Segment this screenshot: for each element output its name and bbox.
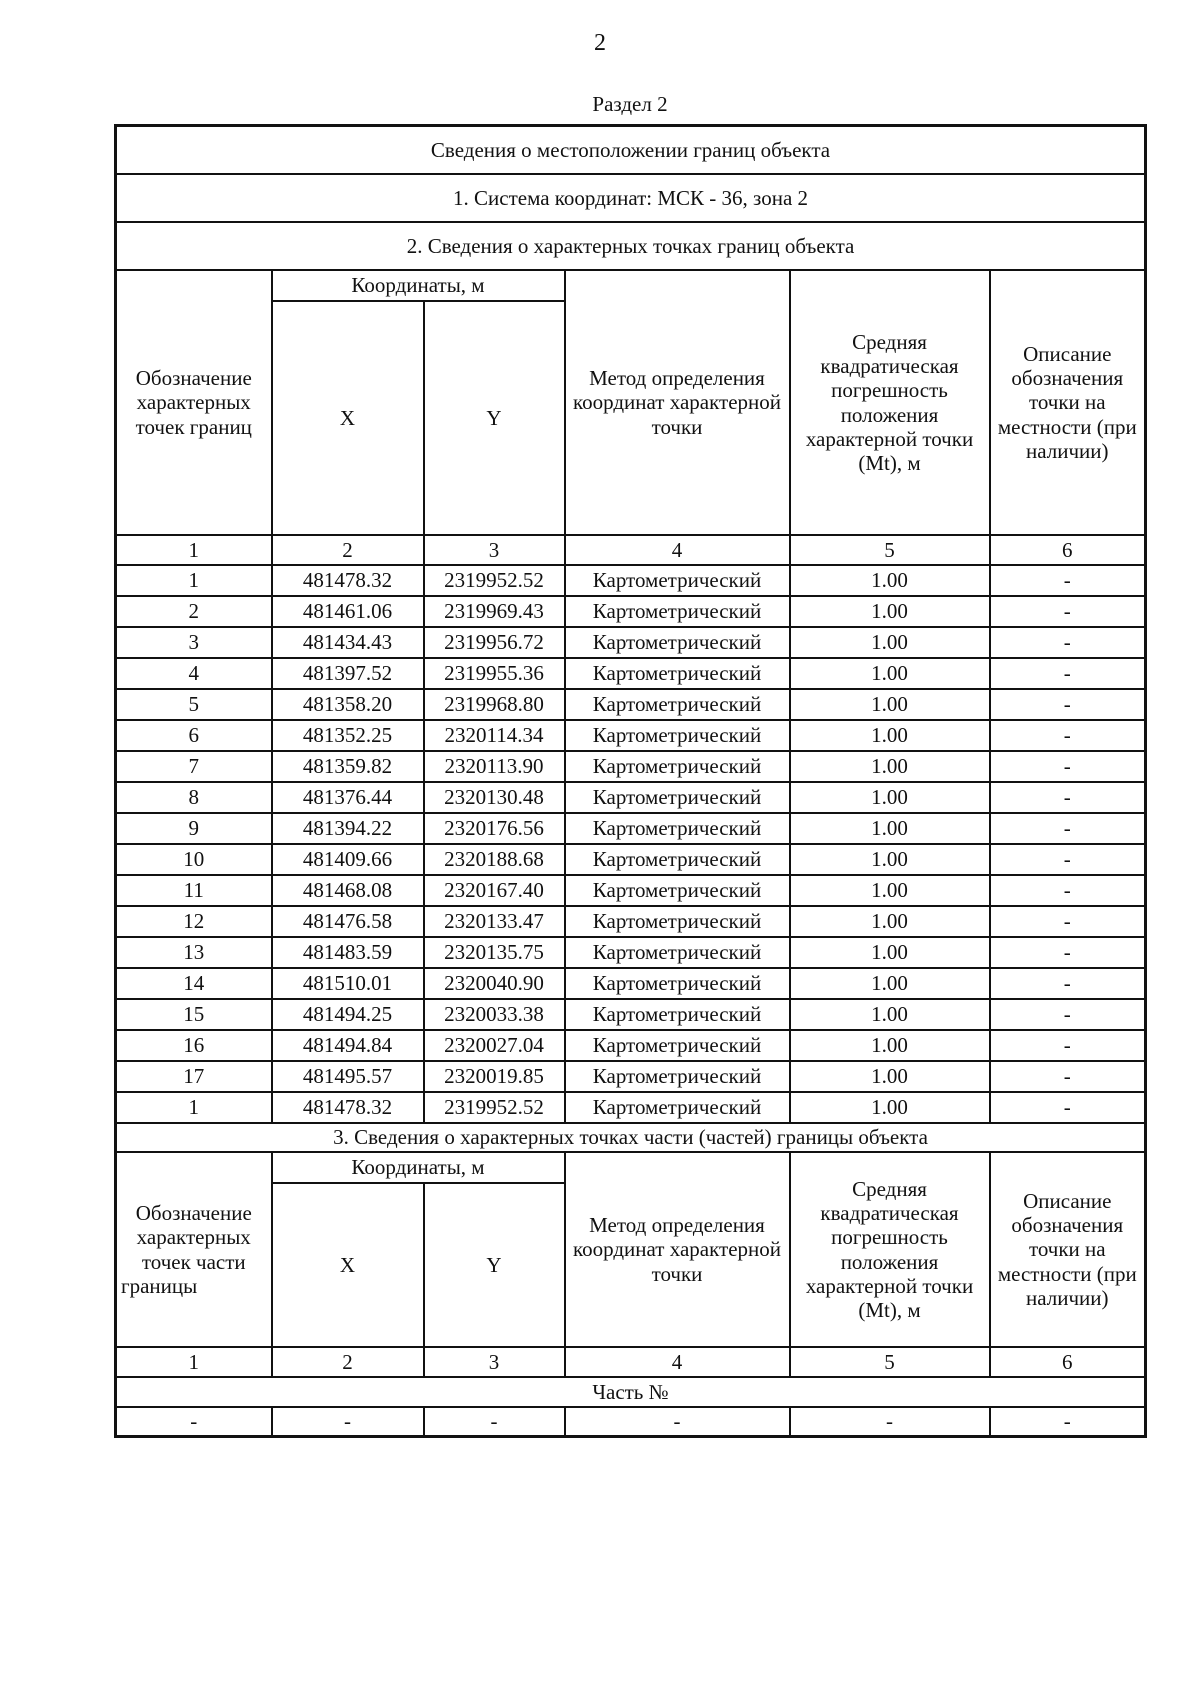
mt-value: 1.00 bbox=[790, 813, 990, 844]
point-number: 16 bbox=[116, 1030, 272, 1061]
point-number: 10 bbox=[116, 844, 272, 875]
header-description-part: Описание обозначения точки на местности (при наличии) bbox=[990, 1152, 1146, 1347]
point-number: 2 bbox=[116, 596, 272, 627]
description-value: - bbox=[990, 906, 1146, 937]
column-number-cell: 2 bbox=[272, 1347, 424, 1377]
x-value: 481494.84 bbox=[272, 1030, 424, 1061]
mt-value: 1.00 bbox=[790, 1092, 990, 1123]
x-value: 481461.06 bbox=[272, 596, 424, 627]
point-number: 17 bbox=[116, 1061, 272, 1092]
header-error-part: Средняя квадратическая погрешность положения характерной точки (Mt), м bbox=[790, 1152, 990, 1347]
mt-value: 1.00 bbox=[790, 1030, 990, 1061]
description-value: - bbox=[990, 1092, 1146, 1123]
table-row bbox=[116, 689, 1146, 720]
table-row bbox=[116, 999, 1146, 1030]
description-value: - bbox=[990, 1030, 1146, 1061]
method-value: Картометрический bbox=[565, 596, 790, 627]
description-value: - bbox=[990, 875, 1146, 906]
y-value: 2320027.04 bbox=[424, 1030, 565, 1061]
table-title: Сведения о местоположении границ объекта bbox=[116, 126, 1146, 175]
method-value: Картометрический bbox=[565, 1092, 790, 1123]
description-value: - bbox=[990, 999, 1146, 1030]
y-value: 2320176.56 bbox=[424, 813, 565, 844]
description-value: - bbox=[990, 937, 1146, 968]
x-value: 481495.57 bbox=[272, 1061, 424, 1092]
boundary-table bbox=[114, 124, 1147, 1438]
x-value: 481478.32 bbox=[272, 565, 424, 596]
point-number: 15 bbox=[116, 999, 272, 1030]
mt-value: 1.00 bbox=[790, 565, 990, 596]
method-value: Картометрический bbox=[565, 689, 790, 720]
table-row bbox=[116, 596, 1146, 627]
point-number: 14 bbox=[116, 968, 272, 999]
description-value: - bbox=[990, 689, 1146, 720]
header-description: Описание обозначения точки на местности (при наличии) bbox=[990, 270, 1146, 535]
method-value: Картометрический bbox=[565, 1030, 790, 1061]
part-cell: - bbox=[565, 1407, 790, 1437]
mt-value: 1.00 bbox=[790, 906, 990, 937]
part-cell: - bbox=[116, 1407, 272, 1437]
x-value: 481510.01 bbox=[272, 968, 424, 999]
point-number: 12 bbox=[116, 906, 272, 937]
header-error: Средняя квадратическая погрешность положения характерной точки (Mt), м bbox=[790, 270, 990, 535]
column-number-cell: 5 bbox=[790, 535, 990, 565]
header-x-part: X bbox=[272, 1183, 424, 1347]
header-y: Y bbox=[424, 301, 565, 535]
header-coordinates-part: Координаты, м bbox=[272, 1152, 565, 1183]
mt-value: 1.00 bbox=[790, 1061, 990, 1092]
mt-value: 1.00 bbox=[790, 875, 990, 906]
method-value: Картометрический bbox=[565, 968, 790, 999]
x-value: 481476.58 bbox=[272, 906, 424, 937]
header-point-designation: Обозначение характерных точек границ bbox=[116, 270, 272, 535]
point-number: 8 bbox=[116, 782, 272, 813]
table-row bbox=[116, 1030, 1146, 1061]
y-value: 2320135.75 bbox=[424, 937, 565, 968]
point-number: 4 bbox=[116, 658, 272, 689]
column-number-cell: 1 bbox=[116, 535, 272, 565]
y-value: 2320033.38 bbox=[424, 999, 565, 1030]
mt-value: 1.00 bbox=[790, 844, 990, 875]
column-number-cell: 4 bbox=[565, 1347, 790, 1377]
table-row bbox=[116, 906, 1146, 937]
point-number: 11 bbox=[116, 875, 272, 906]
method-value: Картометрический bbox=[565, 844, 790, 875]
header-method: Метод определения координат характерной точки bbox=[565, 270, 790, 535]
table-row bbox=[116, 1061, 1146, 1092]
x-value: 481468.08 bbox=[272, 875, 424, 906]
x-value: 481376.44 bbox=[272, 782, 424, 813]
table-row bbox=[116, 627, 1146, 658]
description-value: - bbox=[990, 596, 1146, 627]
description-value: - bbox=[990, 1061, 1146, 1092]
column-number-cell: 6 bbox=[990, 535, 1146, 565]
method-value: Картометрический bbox=[565, 875, 790, 906]
table-row bbox=[116, 813, 1146, 844]
x-value: 481358.20 bbox=[272, 689, 424, 720]
column-number-cell: 5 bbox=[790, 1347, 990, 1377]
column-number-cell: 4 bbox=[565, 535, 790, 565]
description-value: - bbox=[990, 720, 1146, 751]
coordinate-system: 1. Система координат: МСК - 36, зона 2 bbox=[116, 174, 1146, 222]
column-number-cell: 3 bbox=[424, 535, 565, 565]
method-value: Картометрический bbox=[565, 782, 790, 813]
x-value: 481409.66 bbox=[272, 844, 424, 875]
description-value: - bbox=[990, 658, 1146, 689]
method-value: Картометрический bbox=[565, 906, 790, 937]
method-value: Картометрический bbox=[565, 1061, 790, 1092]
x-value: 481483.59 bbox=[272, 937, 424, 968]
part-label: Часть № bbox=[116, 1377, 1146, 1407]
x-value: 481494.25 bbox=[272, 999, 424, 1030]
point-number: 6 bbox=[116, 720, 272, 751]
method-value: Картометрический bbox=[565, 751, 790, 782]
x-value: 481397.52 bbox=[272, 658, 424, 689]
method-value: Картометрический bbox=[565, 565, 790, 596]
description-value: - bbox=[990, 751, 1146, 782]
description-value: - bbox=[990, 968, 1146, 999]
y-value: 2319956.72 bbox=[424, 627, 565, 658]
point-number: 7 bbox=[116, 751, 272, 782]
mt-value: 1.00 bbox=[790, 937, 990, 968]
table-row bbox=[116, 565, 1146, 596]
y-value: 2320130.48 bbox=[424, 782, 565, 813]
table-row bbox=[116, 968, 1146, 999]
point-number: 13 bbox=[116, 937, 272, 968]
table-row bbox=[116, 1092, 1146, 1123]
column-number-cell: 3 bbox=[424, 1347, 565, 1377]
part-data-row bbox=[116, 1407, 1146, 1437]
method-value: Картометрический bbox=[565, 627, 790, 658]
x-value: 481352.25 bbox=[272, 720, 424, 751]
section3-title: 3. Сведения о характерных точках части (частей) границы объекта bbox=[116, 1123, 1146, 1152]
header-method-part: Метод определения координат характерной точки bbox=[565, 1152, 790, 1347]
x-value: 481394.22 bbox=[272, 813, 424, 844]
x-value: 481478.32 bbox=[272, 1092, 424, 1123]
mt-value: 1.00 bbox=[790, 627, 990, 658]
header-coordinates: Координаты, м bbox=[272, 270, 565, 301]
column-numbers-row bbox=[116, 535, 1146, 565]
x-value: 481359.82 bbox=[272, 751, 424, 782]
column-number-cell: 6 bbox=[990, 1347, 1146, 1377]
y-value: 2320188.68 bbox=[424, 844, 565, 875]
y-value: 2320040.90 bbox=[424, 968, 565, 999]
table-row bbox=[116, 937, 1146, 968]
point-number: 3 bbox=[116, 627, 272, 658]
y-value: 2319969.43 bbox=[424, 596, 565, 627]
table-row bbox=[116, 751, 1146, 782]
mt-value: 1.00 bbox=[790, 720, 990, 751]
y-value: 2320133.47 bbox=[424, 906, 565, 937]
mt-value: 1.00 bbox=[790, 999, 990, 1030]
part-cell: - bbox=[424, 1407, 565, 1437]
point-number: 9 bbox=[116, 813, 272, 844]
table-row bbox=[116, 658, 1146, 689]
part-cell: - bbox=[790, 1407, 990, 1437]
description-value: - bbox=[990, 844, 1146, 875]
part-cell: - bbox=[272, 1407, 424, 1437]
column-numbers-row-part bbox=[116, 1347, 1146, 1377]
description-value: - bbox=[990, 627, 1146, 658]
description-value: - bbox=[990, 813, 1146, 844]
table-row bbox=[116, 720, 1146, 751]
y-value: 2319952.52 bbox=[424, 1092, 565, 1123]
mt-value: 1.00 bbox=[790, 658, 990, 689]
description-value: - bbox=[990, 782, 1146, 813]
method-value: Картометрический bbox=[565, 720, 790, 751]
mt-value: 1.00 bbox=[790, 968, 990, 999]
mt-value: 1.00 bbox=[790, 782, 990, 813]
point-number: 1 bbox=[116, 1092, 272, 1123]
point-number: 5 bbox=[116, 689, 272, 720]
part-cell: - bbox=[990, 1407, 1146, 1437]
method-value: Картометрический bbox=[565, 999, 790, 1030]
y-value: 2320114.34 bbox=[424, 720, 565, 751]
mt-value: 1.00 bbox=[790, 596, 990, 627]
y-value: 2320113.90 bbox=[424, 751, 565, 782]
y-value: 2319955.36 bbox=[424, 658, 565, 689]
description-value: - bbox=[990, 565, 1146, 596]
page-number: 2 bbox=[594, 30, 606, 56]
header-x: X bbox=[272, 301, 424, 535]
section2-title: 2. Сведения о характерных точках границ объекта bbox=[116, 222, 1146, 270]
column-number-cell: 1 bbox=[116, 1347, 272, 1377]
mt-value: 1.00 bbox=[790, 689, 990, 720]
table-row bbox=[116, 844, 1146, 875]
mt-value: 1.00 bbox=[790, 751, 990, 782]
method-value: Картометрический bbox=[565, 658, 790, 689]
method-value: Картометрический bbox=[565, 937, 790, 968]
y-value: 2320019.85 bbox=[424, 1061, 565, 1092]
x-value: 481434.43 bbox=[272, 627, 424, 658]
table-row bbox=[116, 875, 1146, 906]
header-point-designation-part: Обозначение характерных точек части границы bbox=[116, 1152, 272, 1347]
y-value: 2320167.40 bbox=[424, 875, 565, 906]
y-value: 2319968.80 bbox=[424, 689, 565, 720]
method-value: Картометрический bbox=[565, 813, 790, 844]
y-value: 2319952.52 bbox=[424, 565, 565, 596]
column-number-cell: 2 bbox=[272, 535, 424, 565]
point-number: 1 bbox=[116, 565, 272, 596]
header-y-part: Y bbox=[424, 1183, 565, 1347]
section-title: Раздел 2 bbox=[592, 92, 668, 116]
table-row bbox=[116, 782, 1146, 813]
